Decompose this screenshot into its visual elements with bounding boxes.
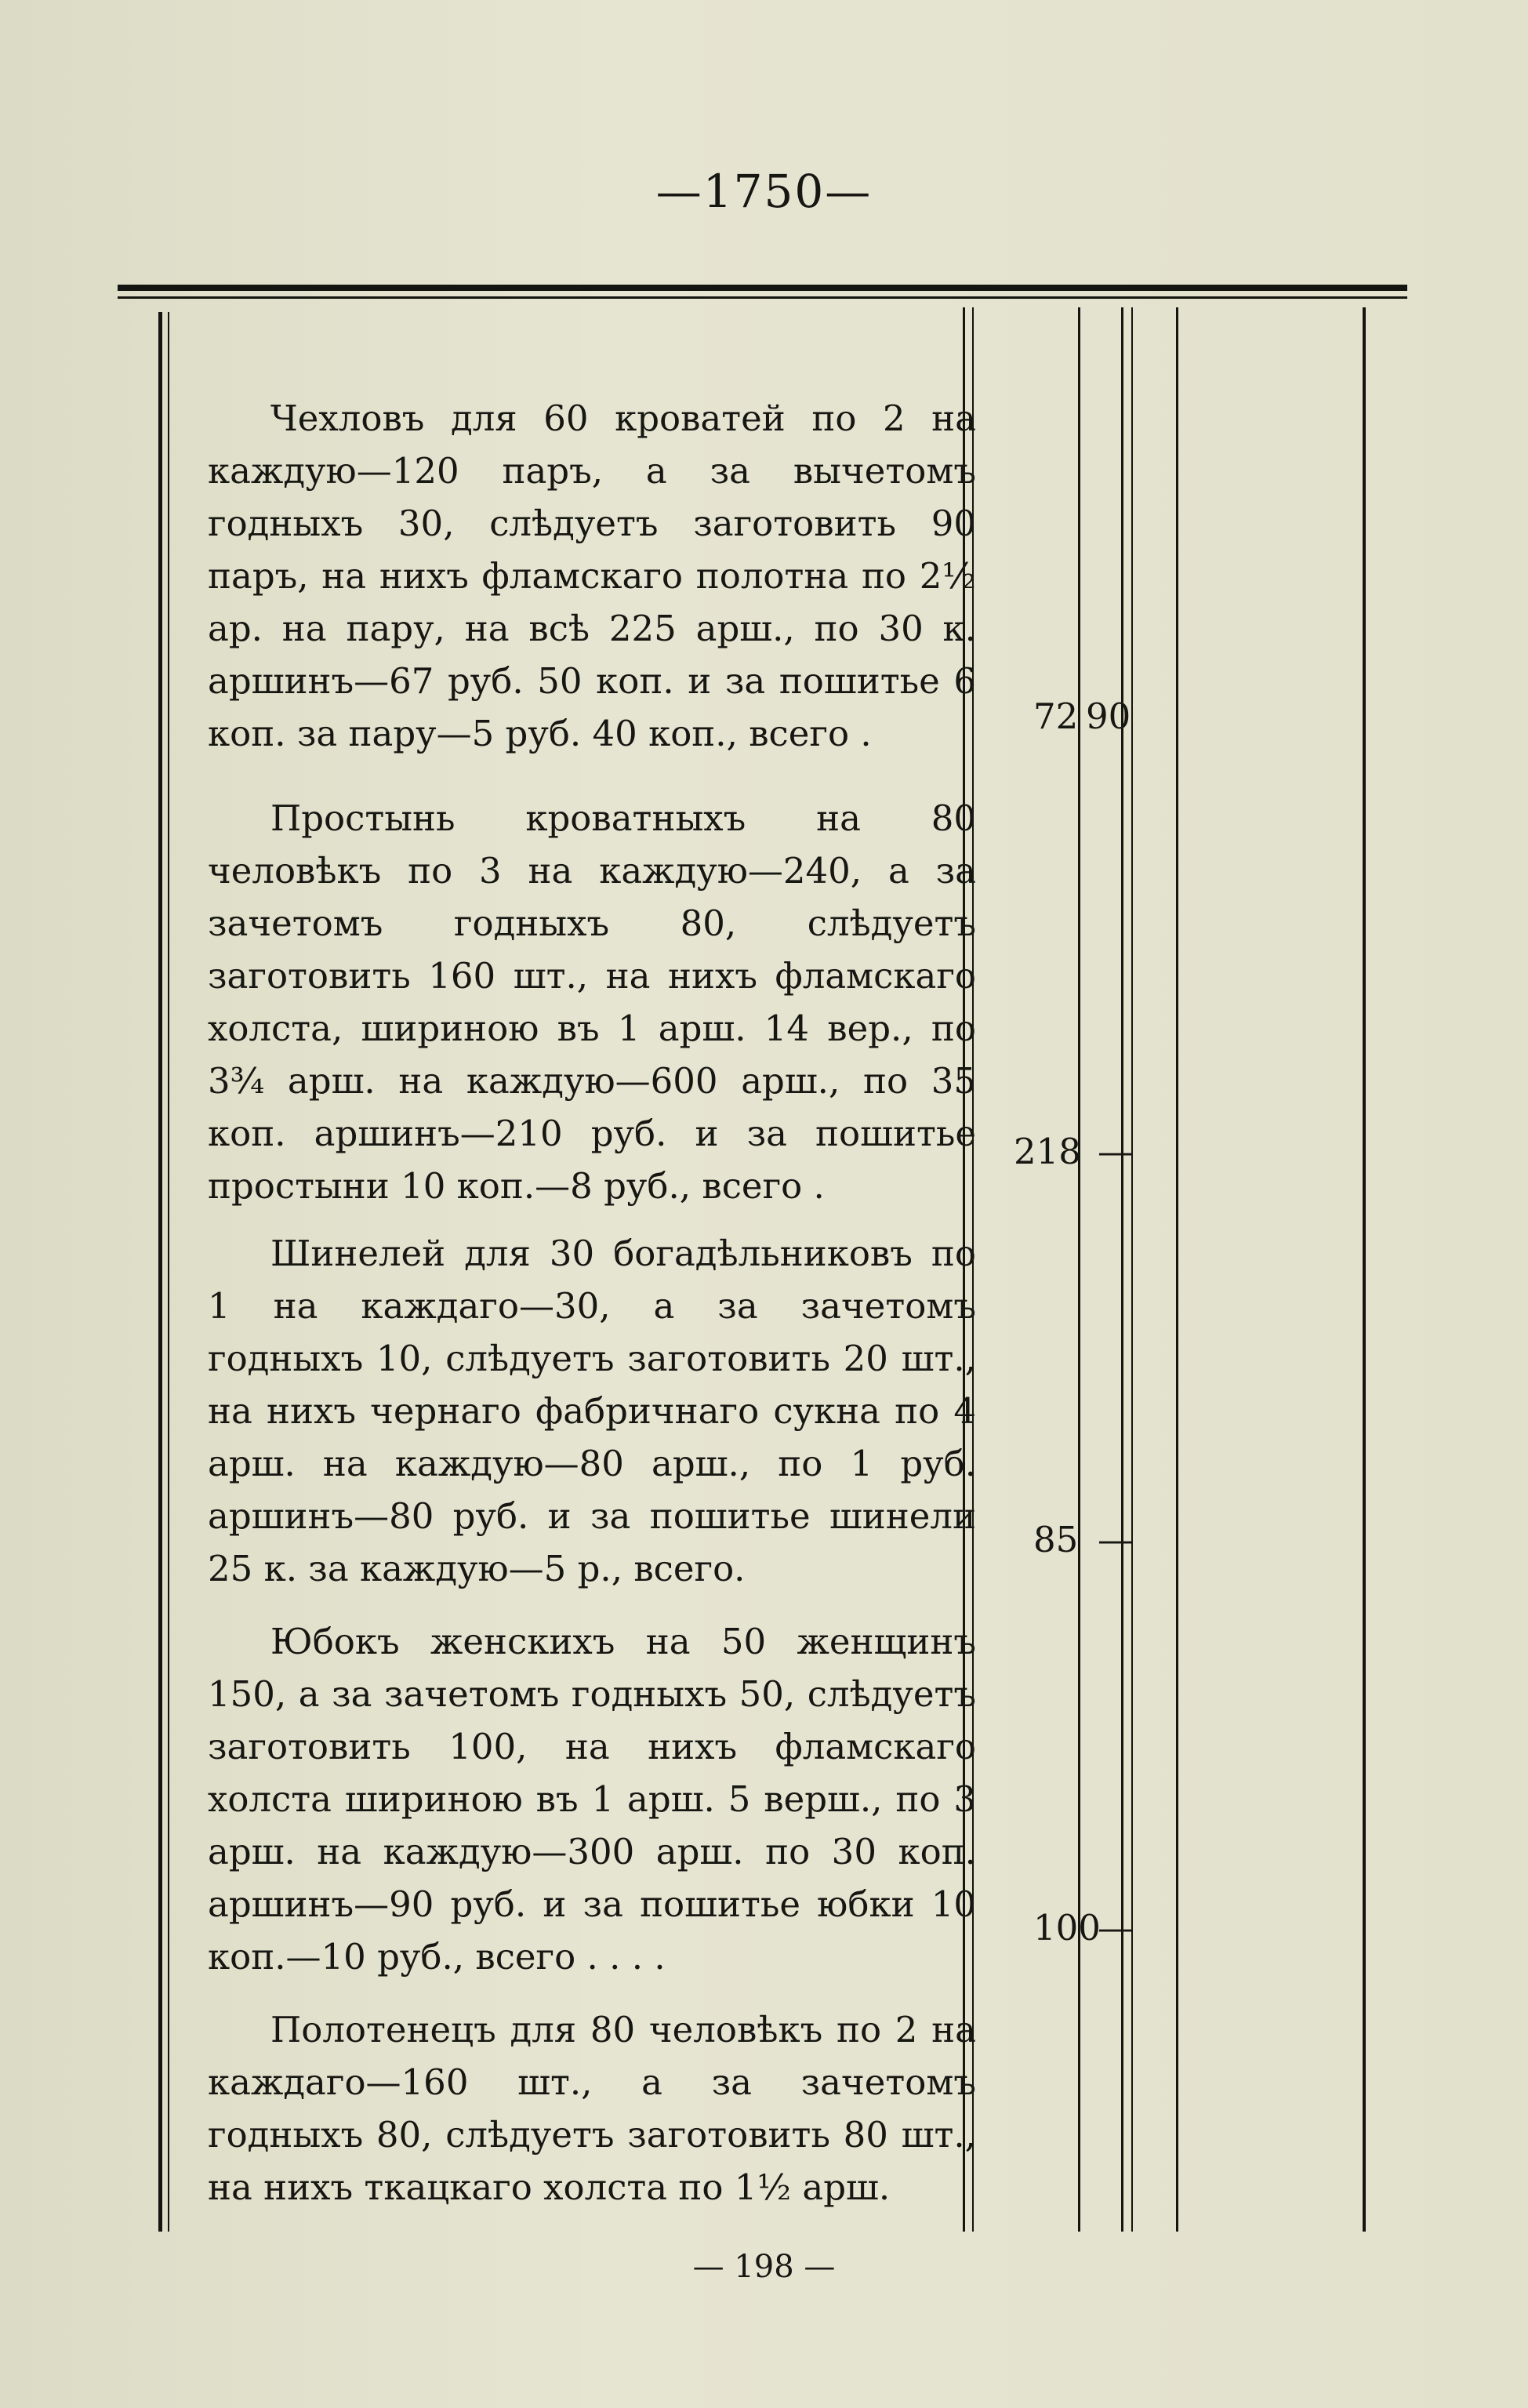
entry-covers-kopecks: 90 (1086, 696, 1131, 737)
entry-sheets: Простынь кроватныхъ на 80 человѣкъ по 3 на каждую—240, а за зачетомъ годныхъ 80, слѣдуетъ заготовить 160 шт., на нихъ фламскаго холста, шириною въ 1 арш. 14 вер., по 3¾ арш. на каждую—600 арш., по 35 коп. аршинъ—210 руб. и за пошитье простыни 10 коп.—8 руб., всего . (208, 797, 976, 1207)
entry-overcoats-kopecks: — (1098, 1519, 1133, 1560)
entry-overcoats: Шинелей для 30 богадѣльниковъ по 1 на каждаго—30, а за зачетомъ годныхъ 10, слѣдуетъ заготовить 20 шт., на нихъ чернаго фабричнаго сукна по 4 арш. на каждую—80 арш., по 1 руб. аршинъ—80 руб. и за пошитье шинели 25 к. за каждую—5 р., всего. (208, 1233, 976, 1589)
entry-skirts-rubles: 100 (1033, 1907, 1101, 1949)
entry-towels: Полотенецъ для 80 человѣкъ по 2 на каждаго—160 шт., а за зачетомъ годныхъ 80, слѣдуетъ заготовить 80 шт., на нихъ ткацкаго холста по 1½ арш. (208, 2009, 976, 2208)
entry-overcoats-rubles: 85 (1033, 1519, 1079, 1560)
entry-covers: Чехловъ для 60 кроватей по 2 на каждую—120 паръ, а за вычетомъ годныхъ 30, слѣдуетъ заготовить 90 паръ, на нихъ фламскаго полотна по 2½ ар. на пару, на всѣ 225 арш., по 30 к. аршинъ—67 руб. 50 коп. и за пошитье 6 коп. за пару—5 руб. 40 коп., всего . (208, 398, 976, 754)
left-rule-inner (168, 312, 169, 2232)
entry-sheets-rubles: 218 (1014, 1131, 1081, 1172)
right-column-rule (1176, 307, 1178, 2232)
entry-skirts-kopecks: — (1098, 1907, 1133, 1949)
right-rule-outer (1363, 307, 1366, 2232)
entry-covers-rubles: 72 (1033, 696, 1079, 737)
left-rule-outer (158, 312, 162, 2232)
top-rule-thick (118, 285, 1407, 291)
entry-skirts: Юбокъ женскихъ на 50 женщинъ 150, а за зачетомъ годныхъ 50, слѣдуетъ заготовить 100, на нихъ фламскаго холста шириною въ 1 арш. 5 верш., по 3 арш. на каждую—300 арш. по 30 коп. аршинъ—90 руб. и за пошитье юбки 10 коп.—10 руб., всего . . . . (208, 1621, 976, 1978)
page-header-number: —1750— (655, 165, 873, 218)
page-footer-number: — 198 — (692, 2249, 836, 2285)
entry-sheets-kopecks: — (1098, 1131, 1133, 1172)
top-rule-thin (118, 296, 1407, 299)
